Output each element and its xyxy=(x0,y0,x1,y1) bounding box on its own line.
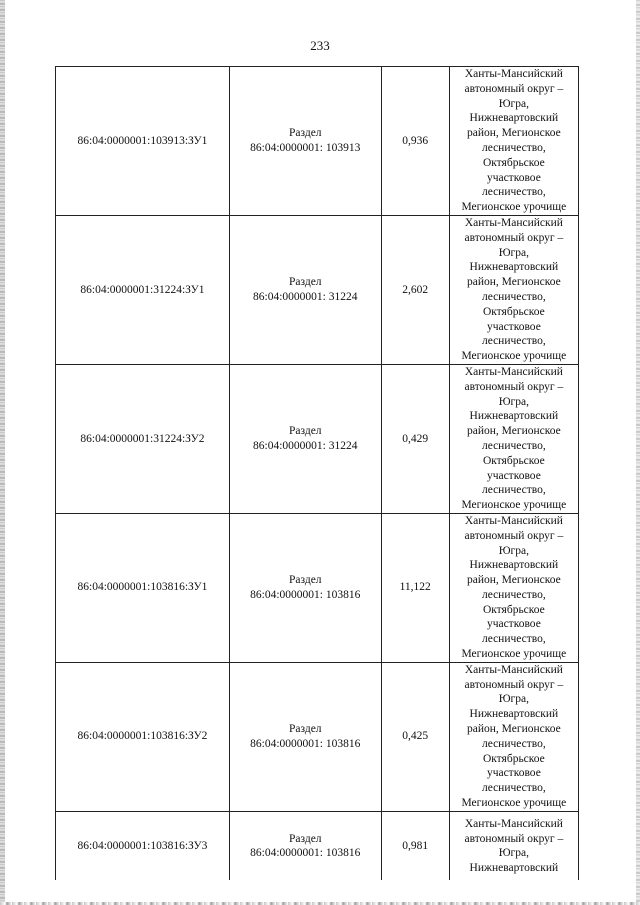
area-cell: 11,122 xyxy=(381,513,449,662)
location-line: участковое xyxy=(486,618,541,631)
section-label: Раздел xyxy=(289,574,322,587)
area-cell: 0,425 xyxy=(381,662,449,811)
table-row xyxy=(56,67,579,216)
plot-id-cell: 86:04:0000001:103913:ЗУ1 xyxy=(56,67,230,216)
location-line: Нижневартовский xyxy=(469,862,559,875)
land-plots-table-wrap xyxy=(55,66,579,880)
location-line: лесничество, xyxy=(481,484,546,497)
location-line: Югра, xyxy=(498,395,530,408)
section-label: Раздел xyxy=(289,276,322,289)
section-label: Раздел xyxy=(289,723,322,736)
location-line: Нижневартовский xyxy=(469,112,559,125)
location-line: Ханты-Мансийский xyxy=(464,817,563,830)
location-line: лесничество, xyxy=(481,335,546,348)
location-line: лесничество, xyxy=(481,186,546,199)
location-line: Нижневартовский xyxy=(469,410,559,423)
location-line: участковое xyxy=(486,767,541,780)
location-line: Ханты-Мансийский xyxy=(464,514,563,527)
section-label: Раздел xyxy=(289,832,322,845)
location-line: Ханты-Мансийский xyxy=(464,68,563,80)
page-number: 233 xyxy=(310,38,330,53)
area-cell: 0,981 xyxy=(381,811,449,880)
plot-id-cell: 86:04:0000001:103816:ЗУ2 xyxy=(56,662,230,811)
location-line: лесничество, xyxy=(481,782,546,795)
plot-id-cell: 86:04:0000001:103816:ЗУ1 xyxy=(56,513,230,662)
scan-edge-left xyxy=(0,0,5,905)
section-code: 86:04:0000001: 103816 xyxy=(250,588,361,601)
location-line: Югра, xyxy=(498,544,530,557)
location-line: Ханты-Мансийский xyxy=(464,663,563,676)
section-code: 86:04:0000001: 31224 xyxy=(253,439,358,452)
location-cell xyxy=(449,364,578,513)
area-cell: 0,936 xyxy=(381,67,449,216)
location-line: Октябрьское xyxy=(482,603,545,616)
location-line: участковое xyxy=(486,469,541,482)
location-cell xyxy=(449,811,578,880)
table-row xyxy=(56,513,579,662)
location-line: лесничество, xyxy=(481,141,546,154)
location-line: Мегионское урочище xyxy=(461,350,567,363)
location-line: район, Мегионское xyxy=(467,276,561,289)
section-code: 86:04:0000001: 103816 xyxy=(250,847,361,860)
location-line: Югра, xyxy=(498,693,530,706)
table-row xyxy=(56,364,579,513)
location-line: Октябрьское xyxy=(482,156,545,169)
section-cell xyxy=(229,513,381,662)
location-line: Октябрьское xyxy=(482,454,545,467)
location-line: лесничество, xyxy=(481,737,546,750)
section-label: Раздел xyxy=(289,127,322,140)
location-line: автономный округ – xyxy=(464,529,564,542)
location-line: район, Мегионское xyxy=(467,723,561,736)
location-line: Мегионское урочище xyxy=(461,648,567,661)
location-line: автономный округ – xyxy=(464,231,564,244)
location-line: лесничество, xyxy=(481,439,546,452)
location-line: Нижневартовский xyxy=(469,708,559,721)
location-line: лесничество, xyxy=(481,290,546,303)
location-line: автономный округ – xyxy=(464,678,564,691)
plot-id-cell: 86:04:0000001:31224:ЗУ1 xyxy=(56,215,230,364)
location-cell xyxy=(449,662,578,811)
section-cell xyxy=(229,67,381,216)
section-code: 86:04:0000001: 103816 xyxy=(250,737,361,750)
location-line: Мегионское урочище xyxy=(461,797,567,810)
location-line: Югра, xyxy=(498,246,530,259)
plot-id-cell: 86:04:0000001:103816:ЗУ3 xyxy=(56,811,230,880)
location-line: лесничество, xyxy=(481,633,546,646)
scan-edge-right xyxy=(636,0,640,905)
location-line: Ханты-Мансийский xyxy=(464,216,563,229)
location-line: Нижневартовский xyxy=(469,261,559,274)
location-line: Югра, xyxy=(498,97,530,110)
location-line: автономный округ – xyxy=(464,82,564,95)
section-cell xyxy=(229,811,381,880)
location-line: участковое xyxy=(486,171,541,184)
location-line: автономный округ – xyxy=(464,832,564,845)
section-code: 86:04:0000001: 103913 xyxy=(250,141,361,154)
land-plots-table xyxy=(55,66,579,880)
location-cell xyxy=(449,67,578,216)
location-line: Октябрьское xyxy=(482,752,545,765)
section-cell xyxy=(229,662,381,811)
location-line: Ханты-Мансийский xyxy=(464,365,563,378)
table-row xyxy=(56,662,579,811)
area-cell: 0,429 xyxy=(381,364,449,513)
location-line: Нижневартовский xyxy=(469,559,559,572)
location-line: участковое xyxy=(486,320,541,333)
location-line: Мегионское урочище xyxy=(461,201,567,214)
location-line: район, Мегионское xyxy=(467,574,561,587)
location-cell xyxy=(449,513,578,662)
plot-id-cell: 86:04:0000001:31224:ЗУ2 xyxy=(56,364,230,513)
location-line: лесничество, xyxy=(481,588,546,601)
section-code: 86:04:0000001: 31224 xyxy=(253,290,358,303)
section-cell xyxy=(229,364,381,513)
location-cell xyxy=(449,215,578,364)
location-line: Мегионское урочище xyxy=(461,499,567,512)
location-line: район, Мегионское xyxy=(467,127,561,140)
location-line: район, Мегионское xyxy=(467,425,561,438)
area-cell: 2,602 xyxy=(381,215,449,364)
section-cell xyxy=(229,215,381,364)
location-line: Югра, xyxy=(498,847,530,860)
table-row xyxy=(56,215,579,364)
location-line: автономный округ – xyxy=(464,380,564,393)
section-label: Раздел xyxy=(289,425,322,438)
location-line: Октябрьское xyxy=(482,305,545,318)
table-row xyxy=(56,811,579,880)
